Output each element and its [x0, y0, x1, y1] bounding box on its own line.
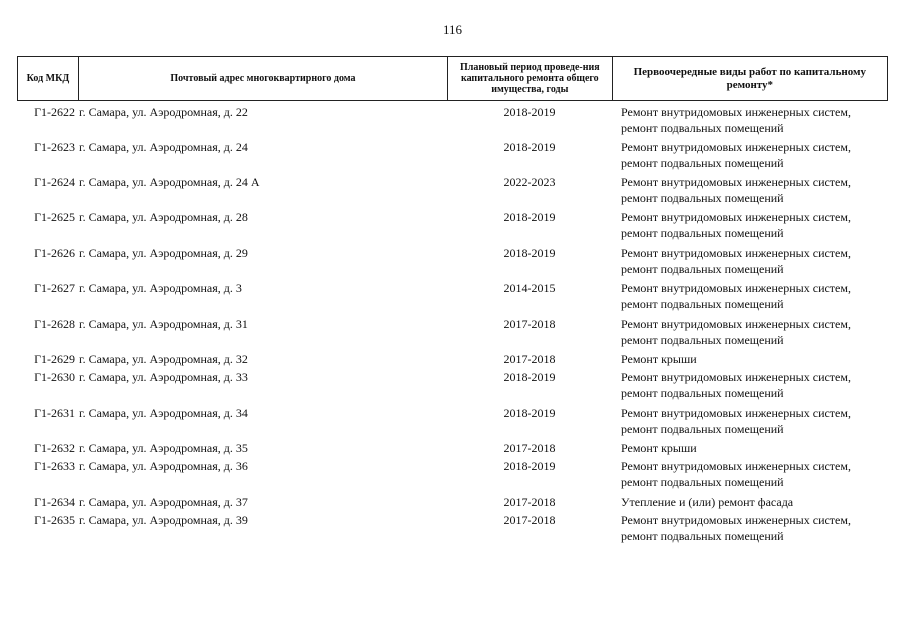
row-period: 2018-2019 — [503, 246, 556, 260]
table-header — [17, 56, 888, 101]
row-works — [612, 174, 888, 206]
row-period: 2017-2018 — [503, 352, 556, 366]
row-period: 2017-2018 — [503, 441, 556, 455]
row-period: 2022-2023 — [503, 175, 556, 189]
table-row — [17, 316, 888, 348]
row-address: г. Самара, ул. Аэродромная, д. 31 — [79, 317, 248, 331]
row-works-line: ремонт подвальных помещений — [621, 386, 784, 400]
row-code: Г1-2631 — [34, 406, 75, 420]
row-works-line: Ремонт внутридомовых инженерных систем, — [621, 105, 851, 119]
table-row — [17, 494, 888, 510]
row-address: г. Самара, ул. Аэродромная, д. 22 — [79, 105, 248, 119]
table-row — [17, 440, 888, 456]
header-address: Почтовый адрес многоквартирного дома — [78, 57, 447, 100]
table-row — [17, 512, 888, 544]
header-code: Код МКД — [26, 73, 70, 84]
row-works-line: ремонт подвальных помещений — [621, 262, 784, 276]
row-works-line: ремонт подвальных помещений — [621, 333, 784, 347]
row-period: 2017-2018 — [503, 513, 556, 527]
row-address: г. Самара, ул. Аэродромная, д. 32 — [79, 352, 248, 366]
row-address: г. Самара, ул. Аэродромная, д. 29 — [79, 246, 248, 260]
row-works — [612, 280, 888, 312]
row-works — [612, 139, 888, 171]
row-works-line: Ремонт внутридомовых инженерных систем, — [621, 281, 851, 295]
row-period: 2018-2019 — [503, 105, 556, 119]
row-works — [612, 316, 888, 348]
row-works-line: Ремонт внутридомовых инженерных систем, — [621, 246, 851, 260]
row-code: Г1-2633 — [34, 459, 75, 473]
table-row — [17, 139, 888, 171]
row-address: г. Самара, ул. Аэродромная, д. 37 — [79, 495, 248, 509]
row-code: Г1-2623 — [34, 140, 75, 154]
table-row — [17, 245, 888, 277]
row-period: 2017-2018 — [503, 495, 556, 509]
row-code: Г1-2629 — [34, 352, 75, 366]
page-number: 116 — [442, 22, 463, 37]
row-period: 2018-2019 — [503, 459, 556, 473]
row-code: Г1-2627 — [34, 281, 75, 295]
row-period: 2017-2018 — [503, 317, 556, 331]
row-works-line: ремонт подвальных помещений — [621, 529, 784, 543]
row-address: г. Самара, ул. Аэродромная, д. 24 — [79, 140, 248, 154]
row-code: Г1-2626 — [34, 246, 75, 260]
row-works-line: ремонт подвальных помещений — [621, 297, 784, 311]
row-code: Г1-2624 — [34, 175, 75, 189]
row-works-line: Ремонт внутридомовых инженерных систем, — [621, 406, 851, 420]
row-works — [612, 245, 888, 277]
row-works — [612, 494, 888, 510]
table-row — [17, 351, 888, 367]
row-address: г. Самара, ул. Аэродромная, д. 35 — [79, 441, 248, 455]
table-row — [17, 405, 888, 437]
row-works — [612, 369, 888, 401]
table-row — [17, 369, 888, 401]
header-works: Первоочередные виды работ по капитальному ремонту* — [612, 57, 887, 100]
row-code: Г1-2628 — [34, 317, 75, 331]
row-works-line: Ремонт крыши — [621, 352, 697, 366]
row-works — [612, 512, 888, 544]
row-code: Г1-2632 — [34, 441, 75, 455]
row-address: г. Самара, ул. Аэродромная, д. 24 А — [79, 175, 260, 189]
row-works-line: ремонт подвальных помещений — [621, 121, 784, 135]
row-code: Г1-2635 — [34, 513, 75, 527]
row-works — [612, 351, 888, 367]
row-address: г. Самара, ул. Аэродромная, д. 34 — [79, 406, 248, 420]
row-works-line: ремонт подвальных помещений — [621, 226, 784, 240]
row-code: Г1-2625 — [34, 210, 75, 224]
row-code: Г1-2634 — [34, 495, 75, 509]
row-works-line: ремонт подвальных помещений — [621, 156, 784, 170]
row-address: г. Самара, ул. Аэродромная, д. 36 — [79, 459, 248, 473]
row-period: 2018-2019 — [503, 406, 556, 420]
row-works-line: ремонт подвальных помещений — [621, 475, 784, 489]
row-works — [612, 458, 888, 490]
row-works — [612, 405, 888, 437]
row-works — [612, 209, 888, 241]
row-works-line: Ремонт внутридомовых инженерных систем, — [621, 513, 851, 527]
table-row — [17, 458, 888, 490]
row-works-line: Ремонт внутридомовых инженерных систем, — [621, 317, 851, 331]
row-code: Г1-2630 — [34, 370, 75, 384]
row-period: 2014-2015 — [503, 281, 556, 295]
row-works-line: Ремонт крыши — [621, 441, 697, 455]
row-works-line: Ремонт внутридомовых инженерных систем, — [621, 140, 851, 154]
table-row — [17, 280, 888, 312]
row-address: г. Самара, ул. Аэродромная, д. 28 — [79, 210, 248, 224]
row-period: 2018-2019 — [503, 370, 556, 384]
row-address: г. Самара, ул. Аэродромная, д. 33 — [79, 370, 248, 384]
row-works — [612, 440, 888, 456]
row-works — [612, 104, 888, 136]
table-row — [17, 104, 888, 136]
row-works-line: Ремонт внутридомовых инженерных систем, — [621, 175, 851, 189]
row-address: г. Самара, ул. Аэродромная, д. 3 — [79, 281, 242, 295]
row-works-line: Ремонт внутридомовых инженерных систем, — [621, 370, 851, 384]
row-works-line: Ремонт внутридомовых инженерных систем, — [621, 459, 851, 473]
row-works-line: Утепление и (или) ремонт фасада — [621, 495, 794, 509]
row-works-line: ремонт подвальных помещений — [621, 191, 784, 205]
header-period: Плановый период проведе-ния капитального ремонта общего имущества, годы — [447, 57, 612, 100]
row-code: Г1-2622 — [34, 105, 75, 119]
row-period: 2018-2019 — [503, 140, 556, 154]
row-period: 2018-2019 — [503, 210, 556, 224]
table-row — [17, 209, 888, 241]
row-works-line: ремонт подвальных помещений — [621, 422, 784, 436]
row-address: г. Самара, ул. Аэродромная, д. 39 — [79, 513, 248, 527]
row-works-line: Ремонт внутридомовых инженерных систем, — [621, 210, 851, 224]
table-row — [17, 174, 888, 206]
